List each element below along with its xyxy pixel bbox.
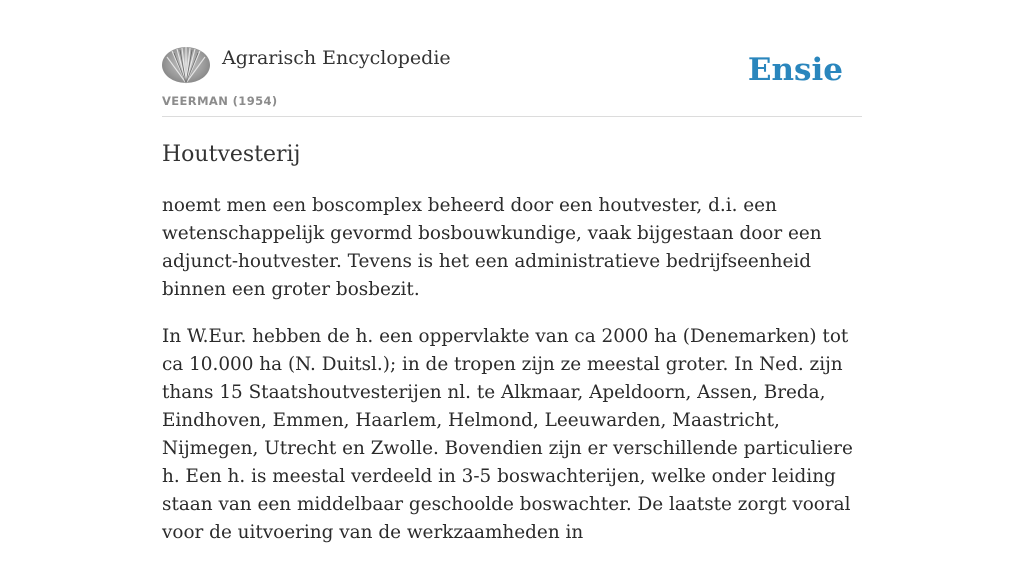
article-title: Houtvesterij — [162, 142, 301, 167]
paragraph: In W.Eur. hebben de h. een oppervlakte van ca 2000 ha (Denemarken) tot ca 10.000 ha (N. Duitsl.); in de tropen zijn ze meestal groter. In Ned. zijn thans 15 Staatshoutvesterijen nl. te Alkmaar, Apeldoorn, Assen, Breda, Eindhoven, Emmen, Haarlem, Helmond, Leeuwarden, Maastricht, Nijmegen, Utrecht en Zwolle. Bovendien zijn er verschillende particuliere h. Een h. is meestal verdeeld in 3-5 boswachterijen, welke onder leiding staan van een middelbaar geschoolde boswachter. De laatste zorgt vooral voor de uitvoering van de werkzaamheden in — [162, 326, 853, 543]
wheat-sheaf-icon[interactable] — [162, 47, 210, 83]
header — [162, 46, 862, 117]
article-body — [162, 192, 866, 566]
author-byline[interactable]: VEERMAN (1954) — [162, 94, 278, 108]
paragraph: noemt men een boscomplex beheerd door een houtvester, d.i. een wetenschappelijk gevormd bosbouwkundige, vaak bijgestaan door een adjunct-houtvester. Tevens is het een administratieve bedrijfseenheid binnen een groter bosbezit. — [162, 195, 822, 300]
brand-logo[interactable]: Ensie — [747, 52, 843, 88]
source-title[interactable]: Agrarisch Encyclopedie — [222, 47, 451, 69]
